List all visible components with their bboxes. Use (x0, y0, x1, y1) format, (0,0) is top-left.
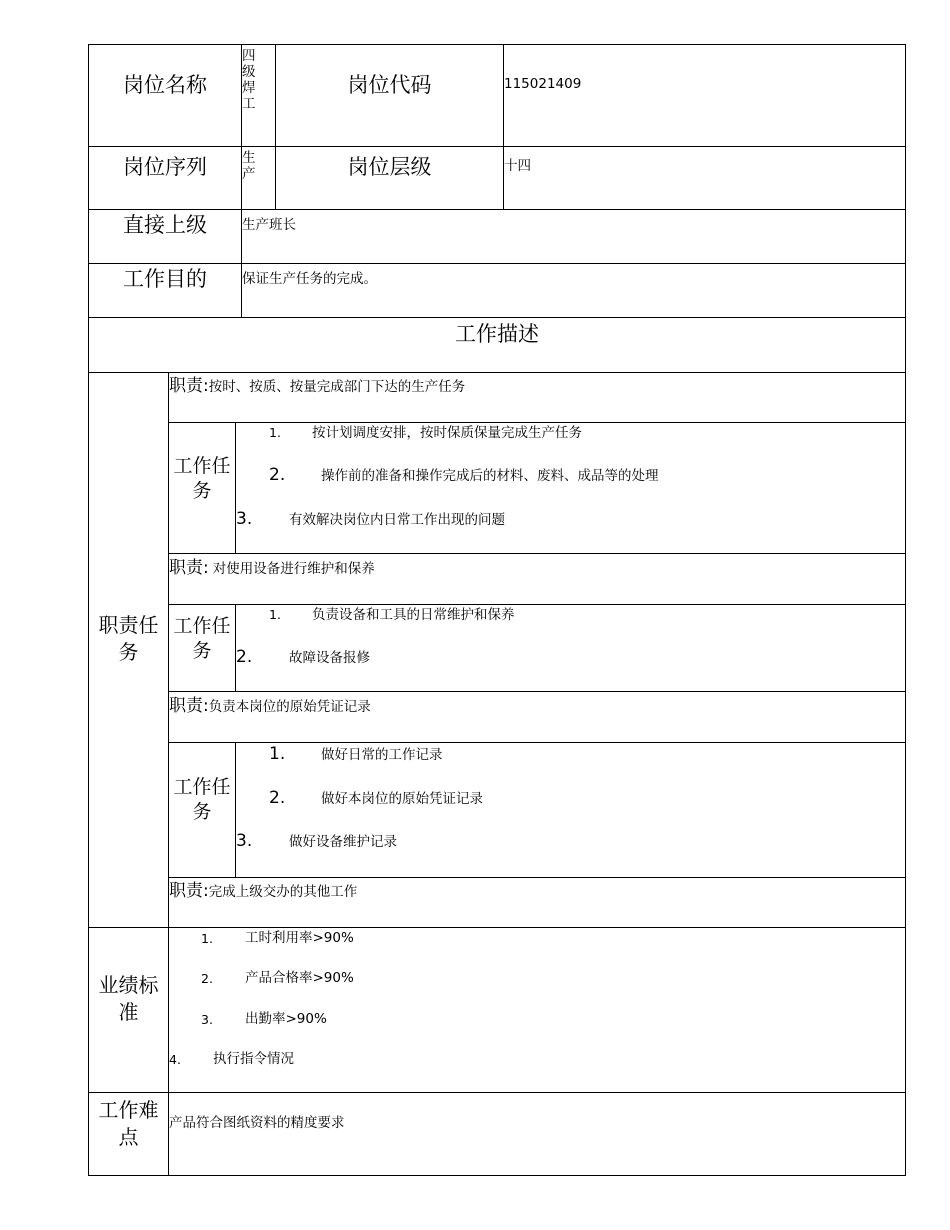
supervisor-value: 生产班长 (242, 217, 296, 233)
task-number: 3. (236, 509, 253, 529)
performance-number: 2. (201, 971, 213, 986)
col-divider (503, 44, 504, 210)
task-number: 2. (269, 788, 286, 808)
row-divider (168, 422, 906, 423)
duty-text: 负责本岗位的原始凭证记录 (208, 699, 371, 715)
row-divider (168, 877, 906, 878)
position-series-label: 岗位序列 (123, 155, 207, 179)
duty-text: 对使用设备进行维护和保养 (212, 561, 375, 577)
col-divider (275, 44, 276, 210)
position-level-label: 岗位层级 (347, 155, 432, 179)
position-code-value: 115021409 (504, 76, 582, 92)
duty-prefix: 职责: (169, 558, 209, 578)
position-code-label: 岗位代码 (347, 73, 432, 97)
row-divider (88, 146, 906, 147)
row-divider (168, 553, 906, 554)
row-divider (168, 604, 906, 605)
col-divider (235, 422, 236, 554)
position-series-value: 生产 (242, 150, 256, 182)
task-number: 2. (236, 647, 253, 667)
duties-section-label: 职责任务 (98, 613, 159, 664)
difficulty-label: 工作难点 (98, 1098, 159, 1149)
row-divider (168, 691, 906, 692)
task-label: 工作任务 (173, 455, 231, 502)
row-divider (88, 317, 906, 318)
task-text: 负责设备和工具的日常维护和保养 (312, 607, 515, 623)
duty-prefix: 职责: (169, 881, 209, 901)
table-border-bottom (88, 1175, 906, 1176)
task-text: 操作前的准备和操作完成后的材料、废料、成品等的处理 (321, 468, 659, 484)
task-number: 2. (269, 465, 286, 485)
row-divider (88, 927, 906, 928)
position-name-label: 岗位名称 (123, 73, 207, 97)
performance-text: 执行指令情况 (213, 1051, 294, 1067)
task-number: 3. (236, 831, 253, 851)
duty-row (169, 559, 375, 579)
purpose-label: 工作目的 (123, 267, 207, 291)
task-label: 工作任务 (173, 776, 231, 823)
task-number: 1. (269, 607, 281, 622)
duty-row (169, 377, 465, 397)
row-divider (88, 209, 906, 210)
duty-row (169, 697, 371, 717)
table-border-top (88, 44, 906, 45)
performance-number: 1. (201, 931, 213, 946)
task-text: 故障设备报修 (289, 650, 370, 666)
task-label: 工作任务 (173, 615, 231, 662)
purpose-value: 保证生产任务的完成。 (242, 271, 377, 287)
supervisor-label: 直接上级 (123, 213, 207, 237)
performance-text: 产品合格率>90% (245, 970, 354, 986)
task-text: 做好本岗位的原始凭证记录 (321, 791, 483, 807)
task-text: 做好设备维护记录 (289, 834, 397, 850)
description-title: 工作描述 (455, 322, 539, 346)
performance-text: 工时利用率>90% (245, 930, 354, 946)
position-name-value: 四级焊工 (242, 48, 256, 112)
duty-row (169, 882, 357, 902)
row-divider (88, 372, 906, 373)
task-text: 做好日常的工作记录 (321, 747, 443, 763)
row-divider (88, 263, 906, 264)
performance-label: 业绩标准 (98, 973, 159, 1024)
task-number: 1. (269, 425, 281, 440)
row-divider (168, 742, 906, 743)
performance-number: 4. (169, 1052, 181, 1067)
task-text: 有效解决岗位内日常工作出现的问题 (289, 512, 505, 528)
table-border-right (905, 44, 906, 1176)
difficulty-text: 产品符合图纸资料的精度要求 (169, 1115, 345, 1131)
performance-text: 出勤率>90% (245, 1011, 327, 1027)
col-divider (235, 742, 236, 878)
task-number: 1. (269, 744, 286, 764)
duty-text: 按时、按质、按量完成部门下达的生产任务 (208, 379, 466, 395)
performance-number: 3. (201, 1012, 213, 1027)
position-level-value: 十四 (504, 158, 531, 174)
duty-prefix: 职责: (169, 376, 209, 396)
task-text: 按计划调度安排，按时保质保量完成生产任务 (312, 425, 582, 441)
row-divider (88, 1092, 906, 1093)
duty-prefix: 职责: (169, 696, 209, 716)
duty-text: 完成上级交办的其他工作 (208, 884, 358, 900)
